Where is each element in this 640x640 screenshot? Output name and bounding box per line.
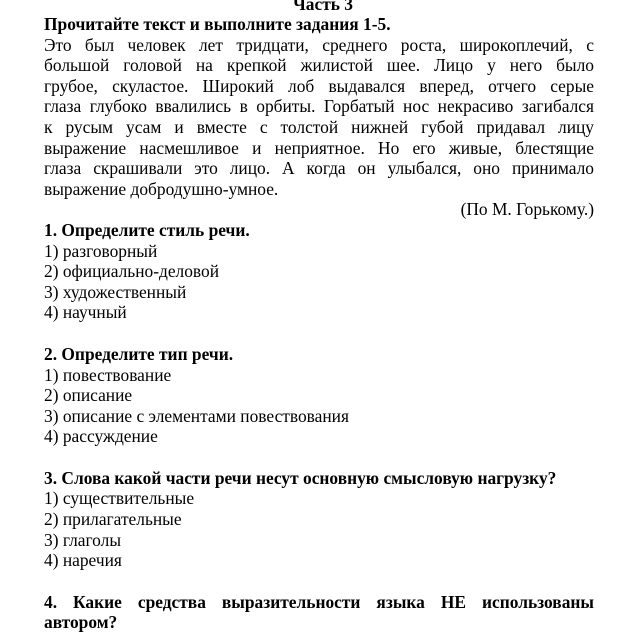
passage: [44, 35, 594, 200]
answer-option: 1) существительные: [44, 488, 195, 509]
answer-option: 4) рассуждение: [44, 426, 158, 447]
worksheet-page: [44, 0, 594, 633]
question-4: [44, 592, 594, 633]
answer-option: 3) художественный: [44, 281, 187, 302]
passage-line: грубое, скуластое. Широкий лоб выдавался вперед, отчего серые: [44, 75, 594, 96]
passage-line: выражение насмешливое и неприятное. Но его живые, блестящие: [44, 137, 594, 158]
question-2: [44, 344, 594, 447]
answer-option: 3) глаголы: [44, 529, 122, 550]
answer-option: 2) официально-деловой: [44, 261, 220, 282]
spacer: [44, 323, 594, 344]
passage-line: к русым усам и вместе с толстой нижней губой придавал лицу: [44, 116, 594, 137]
question-3: [44, 468, 594, 571]
question-title: 3. Слова какой части речи несут основную смысловую нагрузку?: [44, 467, 557, 488]
answer-option: 3) описание с элементами повествования: [44, 405, 349, 426]
answer-option: 4) наречия: [44, 550, 122, 571]
question-1: [44, 220, 594, 323]
question-title-continued: автором?: [44, 612, 118, 633]
attribution: (По М. Горькому.): [460, 199, 594, 220]
passage-line: Это был человек лет тридцати, среднего роста, широкоплечий, с: [44, 34, 594, 55]
passage-line: выражение добродушно-умное.: [44, 178, 279, 199]
answer-option: 1) повествование: [44, 364, 172, 385]
instruction: Прочитайте текст и выполните задания 1-5.: [44, 14, 391, 34]
spacer: [44, 447, 594, 468]
spacer: [44, 571, 594, 592]
answer-option: 1) разговорный: [44, 240, 158, 261]
passage-line: глаза глубоко ввалились в орбиты. Горбатый нос некрасиво загибался: [44, 96, 594, 117]
answer-option: 2) прилагательные: [44, 509, 182, 530]
question-title: 2. Определите тип речи.: [44, 343, 234, 364]
passage-line: глаза скрашивали это лицо. А когда он улыбался, оно принимало: [44, 158, 594, 179]
passage-line: большой головой на крепкой жилистой шее. Лицо у него было: [44, 55, 594, 76]
question-title: 1. Определите стиль речи.: [44, 219, 250, 240]
question-title: 4. Какие средства выразительности языка НЕ использованы: [44, 591, 594, 612]
part-title: Часть 3: [293, 0, 353, 14]
answer-option: 4) научный: [44, 302, 127, 323]
answer-option: 2) описание: [44, 385, 133, 406]
